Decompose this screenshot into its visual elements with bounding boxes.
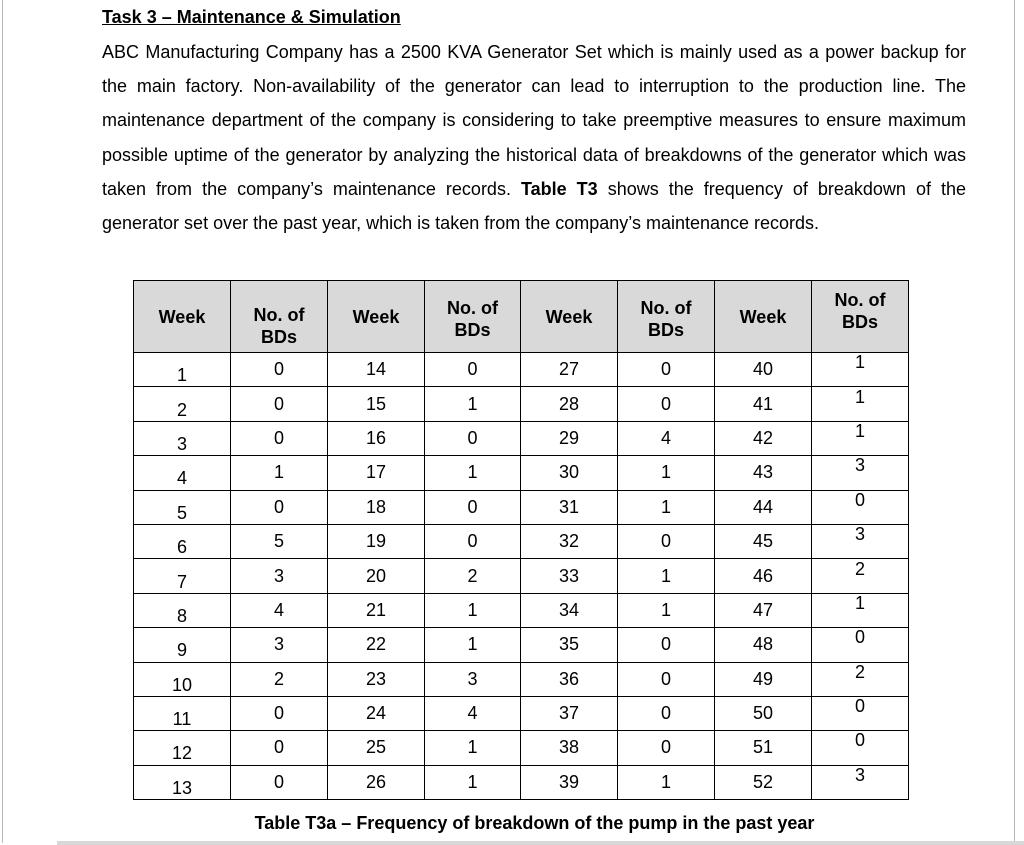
cell-bds-d: 1 bbox=[812, 353, 909, 387]
header-week-3: Week bbox=[521, 281, 618, 353]
cell-week-b: 24 bbox=[328, 696, 425, 730]
table-row bbox=[134, 628, 909, 662]
cell-week-d: 46 bbox=[715, 559, 812, 593]
cell-bds-d: 1 bbox=[812, 593, 909, 627]
cell-week-b: 25 bbox=[328, 731, 425, 765]
cell-week-d: 44 bbox=[715, 490, 812, 524]
cell-bds-c: 1 bbox=[618, 490, 715, 524]
table-row bbox=[134, 662, 909, 696]
cell-week-a: 10 bbox=[134, 662, 231, 696]
cell-bds-b: 1 bbox=[425, 456, 521, 490]
cell-bds-c: 1 bbox=[618, 456, 715, 490]
cell-bds-b: 1 bbox=[425, 387, 521, 421]
cell-bds-b: 0 bbox=[425, 524, 521, 558]
cell-week-c: 39 bbox=[521, 765, 618, 799]
cell-week-c: 35 bbox=[521, 628, 618, 662]
header-week-1: Week bbox=[134, 281, 231, 353]
cell-bds-d: 2 bbox=[812, 662, 909, 696]
cell-bds-a: 2 bbox=[231, 662, 328, 696]
cell-bds-b: 0 bbox=[425, 490, 521, 524]
cell-week-d: 51 bbox=[715, 731, 812, 765]
cell-week-c: 37 bbox=[521, 696, 618, 730]
header-week-4: Week bbox=[715, 281, 812, 353]
header-bds-1: No. of BDs bbox=[231, 281, 328, 353]
cell-week-b: 20 bbox=[328, 559, 425, 593]
table-row bbox=[134, 593, 909, 627]
cell-week-a: 13 bbox=[134, 765, 231, 799]
cell-week-a: 12 bbox=[134, 731, 231, 765]
breakdown-table bbox=[133, 280, 909, 800]
table-header-row bbox=[134, 281, 909, 353]
cell-bds-a: 0 bbox=[231, 765, 328, 799]
cell-bds-c: 1 bbox=[618, 559, 715, 593]
table-reference: Table T3 bbox=[520, 178, 598, 199]
cell-week-c: 27 bbox=[521, 353, 618, 387]
cell-bds-a: 0 bbox=[231, 387, 328, 421]
cell-week-c: 36 bbox=[521, 662, 618, 696]
cell-week-b: 14 bbox=[328, 353, 425, 387]
cell-week-c: 28 bbox=[521, 387, 618, 421]
cell-bds-c: 0 bbox=[618, 524, 715, 558]
cell-bds-c: 0 bbox=[618, 696, 715, 730]
cell-bds-b: 0 bbox=[425, 353, 521, 387]
cell-bds-b: 1 bbox=[425, 628, 521, 662]
table-row bbox=[134, 456, 909, 490]
cell-week-c: 33 bbox=[521, 559, 618, 593]
cell-week-c: 38 bbox=[521, 731, 618, 765]
cell-bds-a: 0 bbox=[231, 353, 328, 387]
cell-week-d: 40 bbox=[715, 353, 812, 387]
header-bds-4: No. of BDs bbox=[812, 281, 909, 353]
table-row bbox=[134, 731, 909, 765]
cell-bds-b: 2 bbox=[425, 559, 521, 593]
cell-bds-c: 1 bbox=[618, 765, 715, 799]
cell-week-b: 21 bbox=[328, 593, 425, 627]
cell-week-c: 34 bbox=[521, 593, 618, 627]
cell-bds-c: 0 bbox=[618, 353, 715, 387]
cell-bds-b: 1 bbox=[425, 593, 521, 627]
cell-week-b: 22 bbox=[328, 628, 425, 662]
header-bds-3: No. of BDs bbox=[618, 281, 715, 353]
cell-bds-d: 1 bbox=[812, 421, 909, 455]
table-row bbox=[134, 696, 909, 730]
cell-week-a: 4 bbox=[134, 456, 231, 490]
cell-bds-d: 3 bbox=[812, 524, 909, 558]
cell-bds-a: 0 bbox=[231, 731, 328, 765]
cell-week-c: 32 bbox=[521, 524, 618, 558]
table-body bbox=[134, 353, 909, 800]
table-row bbox=[134, 490, 909, 524]
cell-bds-d: 3 bbox=[812, 765, 909, 799]
cell-bds-b: 1 bbox=[425, 731, 521, 765]
cell-bds-d: 0 bbox=[812, 628, 909, 662]
cell-bds-d: 0 bbox=[812, 731, 909, 765]
cell-week-a: 9 bbox=[134, 628, 231, 662]
cell-bds-c: 0 bbox=[618, 387, 715, 421]
cell-bds-d: 0 bbox=[812, 696, 909, 730]
cell-week-a: 5 bbox=[134, 490, 231, 524]
cell-bds-c: 0 bbox=[618, 731, 715, 765]
cell-week-d: 47 bbox=[715, 593, 812, 627]
cell-bds-d: 1 bbox=[812, 387, 909, 421]
header-bds-2: No. of BDs bbox=[425, 281, 521, 353]
cell-bds-a: 0 bbox=[231, 696, 328, 730]
cell-week-a: 6 bbox=[134, 524, 231, 558]
cell-week-b: 26 bbox=[328, 765, 425, 799]
cell-week-d: 52 bbox=[715, 765, 812, 799]
cell-week-d: 42 bbox=[715, 421, 812, 455]
intro-text-after: shows the frequency of breakdown of the generator set over the past year, which is taken from the company’s maintenance records. bbox=[102, 178, 966, 234]
cell-week-c: 30 bbox=[521, 456, 618, 490]
cell-week-a: 1 bbox=[134, 353, 231, 387]
cell-week-b: 17 bbox=[328, 456, 425, 490]
cell-bds-d: 3 bbox=[812, 456, 909, 490]
table-row bbox=[134, 765, 909, 799]
table-row bbox=[134, 421, 909, 455]
header-week-2: Week bbox=[328, 281, 425, 353]
cell-bds-d: 0 bbox=[812, 490, 909, 524]
cell-week-d: 50 bbox=[715, 696, 812, 730]
cell-bds-c: 4 bbox=[618, 421, 715, 455]
intro-paragraph bbox=[102, 35, 966, 240]
cell-week-a: 8 bbox=[134, 593, 231, 627]
table-row bbox=[134, 559, 909, 593]
intro-text-before: ABC Manufacturing Company has a 2500 KVA Generator Set which is mainly used as a power backup for the main factory. Non-availability of the generator can lead to interruption to the production line. The maintenance department of the company is considering to take preemptive measures to ensure maximum possible uptime of the generator by analyzing the historical data of breakdowns of the generator which was taken from the company’s maintenance records. bbox=[102, 42, 966, 199]
cell-bds-a: 0 bbox=[231, 490, 328, 524]
cell-bds-c: 0 bbox=[618, 662, 715, 696]
cell-bds-c: 1 bbox=[618, 593, 715, 627]
cell-week-d: 48 bbox=[715, 628, 812, 662]
cell-week-c: 31 bbox=[521, 490, 618, 524]
cell-bds-a: 1 bbox=[231, 456, 328, 490]
cell-bds-a: 4 bbox=[231, 593, 328, 627]
cell-bds-b: 1 bbox=[425, 765, 521, 799]
cell-week-b: 19 bbox=[328, 524, 425, 558]
cell-week-d: 45 bbox=[715, 524, 812, 558]
cell-bds-c: 0 bbox=[618, 628, 715, 662]
cell-bds-a: 5 bbox=[231, 524, 328, 558]
table-row bbox=[134, 353, 909, 387]
cell-week-d: 43 bbox=[715, 456, 812, 490]
cell-bds-a: 3 bbox=[231, 628, 328, 662]
cell-bds-b: 3 bbox=[425, 662, 521, 696]
task-title: Task 3 – Maintenance & Simulation bbox=[102, 7, 401, 27]
cell-bds-a: 3 bbox=[231, 559, 328, 593]
cell-bds-b: 0 bbox=[425, 421, 521, 455]
cell-week-c: 29 bbox=[521, 421, 618, 455]
cell-week-b: 15 bbox=[328, 387, 425, 421]
cell-week-a: 2 bbox=[134, 387, 231, 421]
table-row bbox=[134, 524, 909, 558]
bottom-scroll-region bbox=[57, 841, 1024, 845]
cell-week-d: 41 bbox=[715, 387, 812, 421]
cell-week-b: 16 bbox=[328, 421, 425, 455]
cell-week-b: 23 bbox=[328, 662, 425, 696]
table-row bbox=[134, 387, 909, 421]
cell-week-a: 3 bbox=[134, 421, 231, 455]
cell-bds-d: 2 bbox=[812, 559, 909, 593]
cell-week-d: 49 bbox=[715, 662, 812, 696]
cell-bds-a: 0 bbox=[231, 421, 328, 455]
cell-week-a: 7 bbox=[134, 559, 231, 593]
cell-week-b: 18 bbox=[328, 490, 425, 524]
cell-bds-b: 4 bbox=[425, 696, 521, 730]
table-caption: Table T3a – Frequency of breakdown of the pump in the past year bbox=[254, 813, 815, 833]
cell-week-a: 11 bbox=[134, 696, 231, 730]
